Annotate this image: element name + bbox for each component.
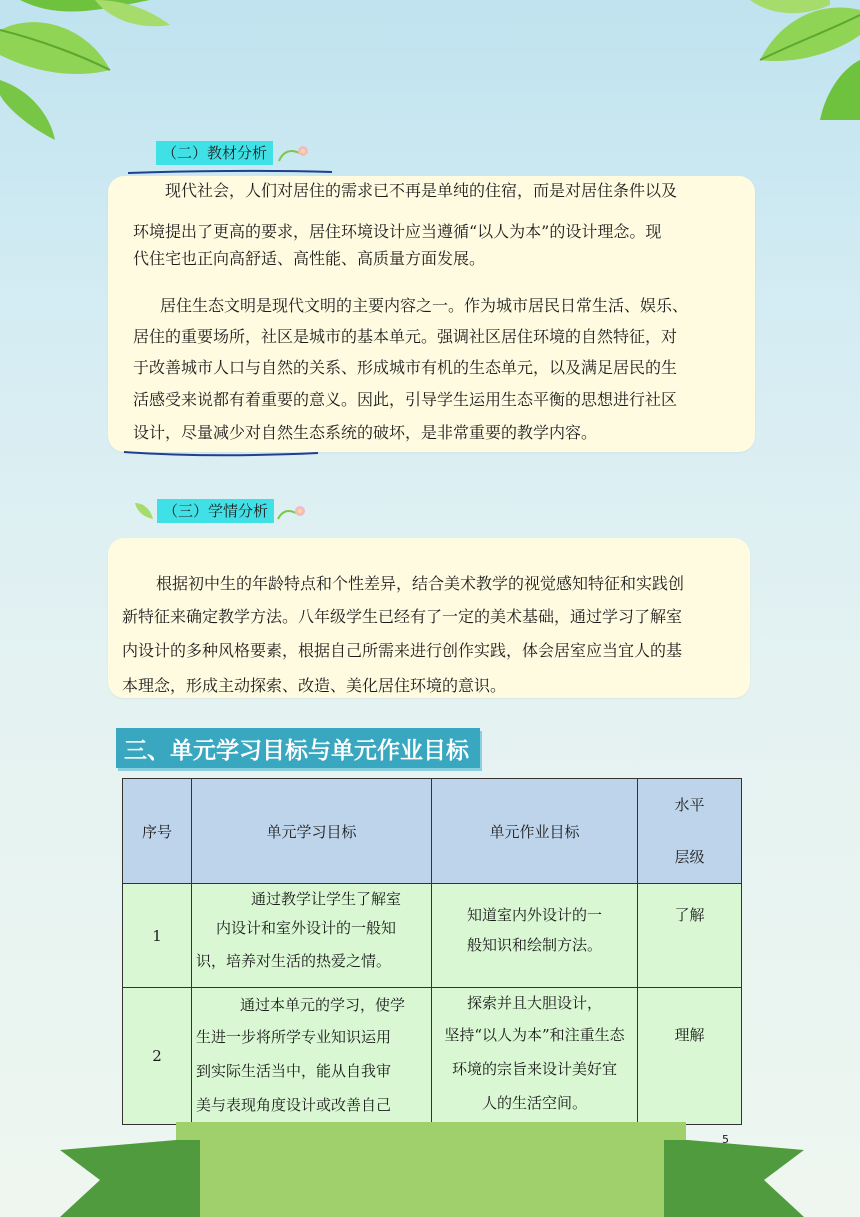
table-row — [123, 988, 742, 1125]
homework-goal-cell — [432, 988, 638, 1125]
materials-line: 环境提出了更高的要求，居住环境设计应当遵循“以人为本”的设计理念。现 — [133, 222, 662, 241]
section-label-materials — [156, 141, 313, 165]
col-header-homework: 单元作业目标 — [432, 779, 638, 884]
learners-line: 根据初中生的年龄特点和个性差异，结合美术教学的视觉感知特征和实践创 — [156, 574, 685, 593]
cell-line: 人的生活空间。 — [481, 1094, 587, 1112]
cell-line: 通过本单元的学习，使学 — [240, 996, 406, 1014]
table-row — [123, 884, 742, 988]
col-header-level — [638, 779, 742, 884]
cell-line: 内设计和室外设计的一般知 — [216, 919, 397, 937]
materials-line: 现代社会，人们对居住的需求已不再是单纯的住宿，而是对居住条件以及 — [165, 181, 678, 200]
materials-line: 设计，尽量减少对自然生态系统的破坏，是非常重要的教学内容。 — [133, 423, 598, 442]
flower-icon — [274, 499, 310, 523]
level-cell: 理解 — [638, 988, 742, 1125]
learners-line: 内设计的多种风格要素，根据自己所需来进行创作实践，体会居室应当宜人的基 — [122, 641, 683, 660]
section-heading: 三、单元学习目标与单元作业目标 — [116, 728, 480, 768]
cell-line: 识，培养对生活的热爱之情。 — [196, 952, 392, 970]
cell-line: 生进一步将所学专业知识运用 — [196, 1028, 392, 1046]
underline-stroke-bottom — [122, 448, 322, 458]
row-number: 2 — [123, 988, 192, 1125]
ribbon-decoration — [176, 1122, 686, 1217]
row-number: 1 — [123, 884, 192, 988]
goals-table — [122, 778, 742, 1125]
section-label-text: （二）教材分析 — [156, 141, 273, 165]
materials-line: 活感受来说都有着重要的意义。因此，引导学生运用生态平衡的思想进行社区 — [133, 390, 678, 409]
leaf-decoration-top-right — [720, 0, 860, 120]
cell-line: 探索并且大胆设计， — [466, 994, 602, 1012]
leaf-decoration-top-left — [0, 0, 170, 140]
cell-line: 般知识和绘制方法。 — [466, 936, 602, 954]
section-label-text: （三）学情分析 — [157, 499, 274, 523]
learners-line: 本理念，形成主动探索、改造、美化居住环境的意识。 — [122, 676, 507, 695]
col-header-level-1: 水平 — [674, 796, 705, 814]
col-header-no: 序号 — [123, 779, 192, 884]
cell-line: 美与表现角度设计或改善自己 — [196, 1096, 392, 1114]
leaf-icon — [131, 499, 157, 523]
learners-line: 新特征来确定教学方法。八年级学生已经有了一定的美术基础，通过学习了解室 — [122, 607, 683, 626]
page-number: 5 — [722, 1133, 729, 1146]
table-header-row — [123, 779, 742, 884]
flower-icon — [273, 141, 313, 165]
level-cell: 了解 — [638, 884, 742, 988]
cell-line: 通过教学让学生了解室 — [251, 890, 402, 908]
col-header-learning: 单元学习目标 — [192, 779, 432, 884]
learning-goal-cell — [192, 988, 432, 1125]
materials-line: 居住生态文明是现代文明的主要内容之一。作为城市居民日常生活、娱乐、 — [160, 296, 689, 315]
homework-goal-cell — [432, 884, 638, 988]
ribbon-right-tail — [664, 1140, 804, 1217]
learning-goal-cell — [192, 884, 432, 988]
cell-line: 环境的宗旨来设计美好宜 — [451, 1060, 617, 1078]
ribbon-left-tail — [60, 1140, 200, 1217]
cell-line: 到实际生活当中，能从自我审 — [196, 1062, 392, 1080]
cell-line: 知道室内外设计的一 — [466, 906, 602, 924]
materials-line: 代住宅也正向高舒适、高性能、高质量方面发展。 — [133, 249, 486, 268]
materials-line: 于改善城市人口与自然的关系、形成城市有机的生态单元，以及满足居民的生 — [133, 358, 678, 377]
materials-line: 居住的重要场所，社区是城市的基本单元。强调社区居住环境的自然特征，对 — [133, 327, 678, 346]
section-label-learners — [131, 499, 310, 523]
underline-stroke-top — [126, 168, 336, 176]
col-header-level-2: 层级 — [674, 848, 705, 866]
cell-line: 坚持“以人为本”和注重生态 — [444, 1026, 625, 1044]
